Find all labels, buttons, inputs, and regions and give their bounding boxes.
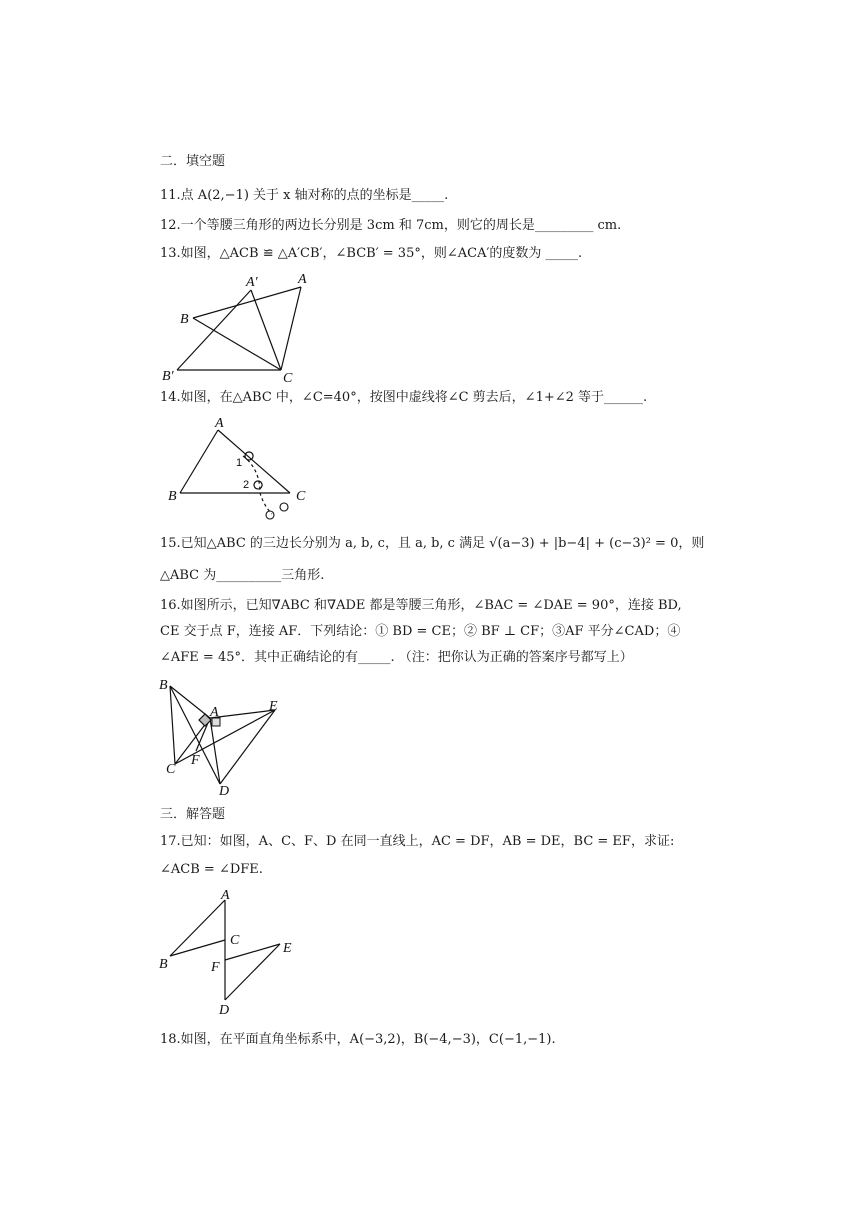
question-17-line-2: ∠ACB = ∠DFE. [160,862,263,877]
fig17-label-D: D [219,1003,230,1018]
section-fill-blank: 二．填空题 [160,154,226,169]
question-12: 12.一个等腰三角形的两边长分别是 3cm 和 7cm，则它的周长是_________ cm. [160,218,622,233]
fig16-label-F: F [191,753,200,768]
fig16-label-C: C [166,762,176,777]
fig13-line-AC [281,287,301,370]
fig14-label-C: C [296,489,306,504]
figure-13 [160,270,320,385]
fig14-label-2: 2 [243,479,250,491]
fig13-label-B: B [180,312,189,327]
figure-14 [160,414,320,524]
fig17-label-F: F [211,960,220,975]
fig14-label-B: B [168,489,177,504]
fig13-line-BA [193,287,301,318]
fig13-label-A: A [298,272,307,287]
fig14-label-A: A [215,416,224,431]
fig16-label-E: E [269,699,278,714]
fig17-label-E: E [283,941,292,956]
fig14-angle-2-mark [254,481,262,489]
question-11: 11.点 A(2,−1) 关于 x 轴对称的点的坐标是_____. [160,188,449,203]
fig16-label-D: D [219,784,230,799]
fig17-label-A: A [221,888,230,903]
fig16-label-B: B [159,678,168,693]
fig14-label-1: 1 [236,457,243,469]
fig14-line-AB [180,430,218,493]
fig16-line-ED [220,710,275,784]
question-16-line-2: CE 交于点 F，连接 AF．下列结论：① BD = CE；② BF ⊥ CF；③AF 平分∠CAD；④ [160,624,681,639]
fig17-label-C: C [230,933,240,948]
question-14: 14.如图，在△ABC 中，∠C=40°，按图中虚线将∠C 剪去后，∠1+∠2 等于______. [160,390,648,405]
fig13-line-A2C [251,290,281,370]
question-15-line-2: △ABC 为__________三角形. [160,568,325,583]
fig13-label-B-prime: B′ [162,369,174,384]
fig16-line-AE [210,710,275,718]
fig17-label-B: B [159,957,168,972]
question-16-line-3: ∠AFE = 45°．其中正确结论的有_____. （注：把你认为正确的答案序号都写上） [160,650,633,665]
fig13-line-B2A2 [177,290,251,370]
figure-17 [155,886,305,1018]
question-17-line-1: 17.已知：如图，A、C、F、D 在同一直线上，AC = DF，AB = DE，BC = EF，求证: [160,834,675,849]
fig16-label-A: A [210,705,219,720]
question-18: 18.如图，在平面直角坐标系中，A(−3,2)，B(−4,−3)，C(−1,−1). [160,1032,556,1047]
fig16-line-BA [170,686,210,718]
fig16-line-CE [175,710,275,764]
question-15-line-1: 15.已知△ABC 的三边长分别为 a, b, c，且 a, b, c 满足 √(a−3) + |b−4| + (c−3)² = 0，则 [160,536,705,551]
section-answer: 三．解答题 [160,807,226,822]
scissors-icon [266,511,274,519]
fig13-label-C: C [283,371,293,385]
question-13: 13.如图，△ACB ≌ △A′CB′，∠BCB′ = 35°，则∠ACA′的度数为 _____. [160,246,583,261]
fig13-line-BC [193,318,281,370]
fig13-label-A-prime: A′ [246,275,258,290]
fig16-line-BC [170,686,175,764]
fig14-angle-1-mark [245,452,253,460]
question-16-line-1: 16.如图所示，已知∇ABC 和∇ADE 都是等腰三角形，∠BAC = ∠DAE = 90°，连接 BD, [160,598,682,613]
figure-16 [155,676,295,800]
